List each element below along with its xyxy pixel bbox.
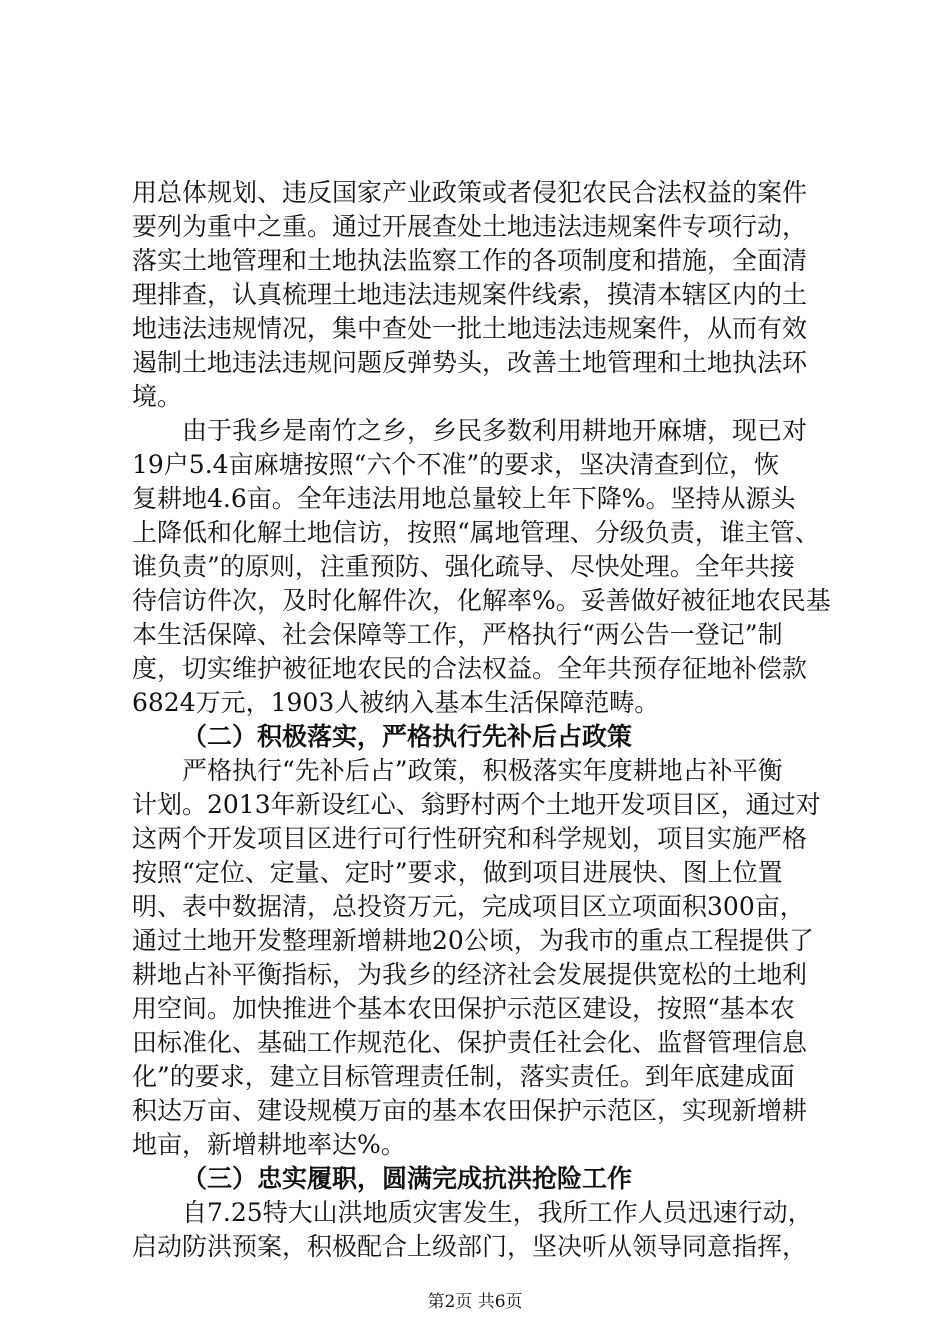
text-line: 积达万亩、建设规模万亩的基本农田保护示范区，实现新增耕	[132, 1096, 808, 1125]
section-heading: （三）忠实履职，圆满完成抗洪抢险工作	[182, 1164, 633, 1193]
text-line: 上降低和化解土地信访，按照“属地管理、分级负责，谁主管、	[132, 518, 820, 547]
text-line: 田标准化、基础工作规范化、保护责任社会化、监督管理信息	[132, 1028, 808, 1057]
text-line: 按照“定位、定量、定时”要求，做到项目进展快、图上位置	[132, 858, 783, 887]
text-line: 启动防洪预案，积极配合上级部门，坚决听从领导同意指挥，	[132, 1232, 808, 1261]
text-line: 谁负责”的原则，注重预防、强化疏导、尽快处理。全年共接	[132, 552, 795, 581]
text-line: 6824万元，1903人被纳入基本生活保障范畴。	[132, 688, 660, 717]
text-line: 本生活保障、社会保障等工作，严格执行“两公告一登记”制	[132, 620, 783, 649]
text-line: 化”的要求，建立目标管理责任制，落实责任。到年底建成面	[132, 1062, 795, 1091]
text-line: 要列为重中之重。通过开展查处土地违法违规案件专项行动，	[132, 212, 808, 241]
text-line: 地违法违规情况，集中查处一批土地违法违规案件，从而有效	[132, 314, 808, 343]
text-line: 理排查，认真梳理土地违法违规案件线索，摸清本辖区内的土	[132, 280, 808, 309]
paragraph-first-line: 自7.25特大山洪地质灾害发生，我所工作人员迅速行动，	[182, 1198, 813, 1227]
text-line: 19户5.4亩麻塘按照“六个不准”的要求，坚决清查到位，恢	[132, 450, 780, 479]
paragraph-first-line: 严格执行“先补后占”政策，积极落实年度耕地占补平衡	[182, 756, 783, 785]
text-line: 通过土地开发整理新增耕地20公顷，为我市的重点工程提供了	[132, 926, 814, 955]
text-line: 落实土地管理和土地执法监察工作的各项制度和措施，全面清	[132, 246, 808, 275]
text-line: 明、表中数据清，总投资万元，完成项目区立项面积300亩，	[132, 892, 805, 921]
text-line: 复耕地4.6亩。全年违法用地总量较上年下降%。坚持从源头	[132, 484, 796, 513]
text-line: 这两个开发项目区进行可行性研究和科学规划，项目实施严格	[132, 824, 808, 853]
text-line: 待信访件次，及时化解件次，化解率%。妥善做好被征地农民基	[132, 586, 831, 615]
text-line: 遏制土地违法违规问题反弹势头，改善土地管理和土地执法环	[132, 348, 808, 377]
text-line: 境。	[132, 382, 183, 411]
text-line: 用空间。加快推进个基本农田保护示范区建设，按照“基本农	[132, 994, 795, 1023]
page-footer: 第2页 共6页	[427, 1292, 523, 1312]
text-line: 计划。2013年新设红心、翁野村两个土地开发项目区，通过对	[132, 790, 821, 819]
section-heading: （二）积极落实，严格执行先补后占政策	[182, 722, 633, 751]
text-line: 度，切实维护被征地农民的合法权益。全年共预存征地补偿款	[132, 654, 808, 683]
text-line: 地亩，新增耕地率达%。	[132, 1130, 406, 1159]
text-line: 用总体规划、违反国家产业政策或者侵犯农民合法权益的案件	[132, 178, 808, 207]
text-line: 耕地占补平衡指标，为我乡的经济社会发展提供宽松的土地利	[132, 960, 808, 989]
paragraph-first-line: 由于我乡是南竹之乡，乡民多数利用耕地开麻塘，现已对	[182, 416, 808, 445]
